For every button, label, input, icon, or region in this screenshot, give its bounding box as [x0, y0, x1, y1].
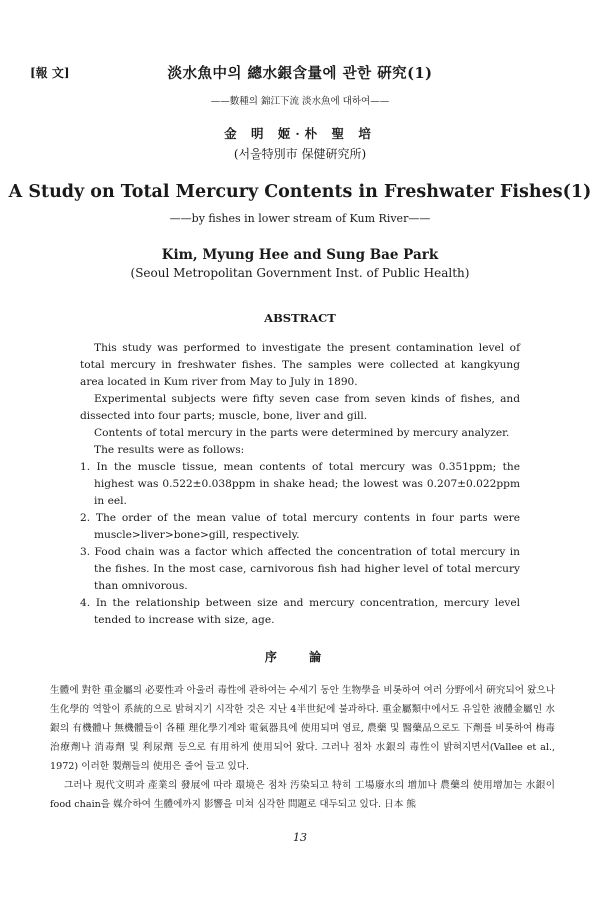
results-list [80, 459, 520, 629]
english-subtitle: ——by fishes in lower stream of Kum River—— [169, 212, 431, 225]
korean-subtitle: ——數種의 錦江下流 淡水魚에 대하여—— [210, 96, 390, 107]
introduction-paragraph: 生體에 對한 重金屬의 必要性과 아울러 毒性에 관하여는 수세기 동안 生物學을 비롯하여 여러 分野에서 硏究되어 왔으나 生化學的 역할이 系統的으로 밝혀지기 시작한 것은 지난 4半世紀에 불과하다. 重金屬類中에서도 유일한 液體金屬인 水銀의 有機體나 無機體들이 各種 理化學기계와 電氣器具에 使用되며 염료, 農藥 및 醫藥品으로도 下劑를 비롯하여 梅毒治療劑나 消毒劑 및 利尿劑 등으로 有用하게 使用되어 왔다. 그러나 점차 水銀의 毒性이 밝혀지면서(Vallee et al., 1972) 이러한 製劑들의 使用은 줄어 들고 있다. [50, 685, 555, 772]
korean-authors: 金 明 姬·朴 聖 培 [224, 126, 376, 141]
abstract-body [80, 340, 520, 629]
page-number: 13 [293, 831, 307, 844]
korean-title: 淡水魚中의 總水銀含量에 관한 硏究(1) [167, 65, 433, 82]
result-item: 2. The order of the mean value of total mercury contents in four parts were muscle>liver>bone>gill, respectively. [80, 512, 520, 541]
english-title: A Study on Total Mercury Contents in Freshwater Fishes(1) [8, 182, 592, 202]
article-type-tag: [報 文] [30, 66, 70, 80]
abstract-paragraph: Contents of total mercury in the parts were determined by mercury analyzer. [94, 427, 510, 439]
english-authors: Kim, Myung Hee and Sung Bae Park [161, 247, 439, 263]
korean-affiliation: (서울特別市 保健硏究所) [233, 147, 367, 161]
abstract-paragraph: The results were as follows: [94, 444, 245, 456]
introduction-paragraph: 그러나 現代文明과 產業의 發展에 따라 環境은 점차 汚染되고 特히 工場廢水의 增加나 農藥의 使用增加는 水銀이 food chain을 媒介하여 生體에까지 影響을 미쳐 심각한 問題로 대두되고 있다. 日本 熊 [50, 780, 555, 810]
introduction-heading: 序 論 [264, 650, 336, 664]
english-affiliation: (Seoul Metropolitan Government Inst. of Public Health) [130, 266, 470, 280]
abstract-paragraph: This study was performed to investigate the present contamination level of total mercury in freshwater fishes. The samples were collected at kangkyung area located in Kum river from May to July in 1890. [80, 342, 520, 388]
abstract-paragraph: Experimental subjects were fifty seven case from seven kinds of fishes, and dissected into four parts; muscle, bone, liver and gill. [80, 393, 520, 422]
result-item: 4. In the relationship between size and mercury concentration, mercury level tended to increase with size, age. [80, 597, 520, 626]
result-item: 3. Food chain was a factor which affected the concentration of total mercury in the fishes. In the most case, carnivorous fish had higher level of total mercury than omnivorous. [80, 546, 520, 592]
introduction-body [50, 681, 555, 814]
result-item: 1. In the muscle tissue, mean contents of total mercury was 0.351ppm; the highest was 0.522±0.038ppm in shake head; the lowest was 0.207±0.022ppm in eel. [80, 461, 520, 507]
abstract-heading: ABSTRACT [264, 311, 336, 325]
